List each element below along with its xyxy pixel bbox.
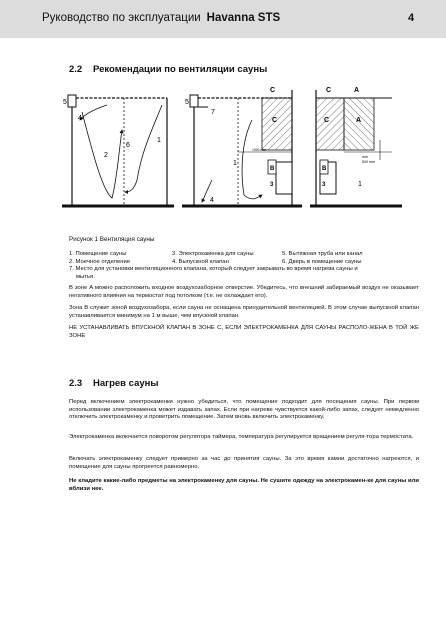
heater (276, 162, 292, 194)
paragraph-warning: Не кладите какие-либо предметы на электрокаменку для сауны. Не сушите одежду на электрокамен-ке для сауны или вблизи нее. (69, 478, 419, 492)
label-5: 5 (63, 99, 67, 106)
legend-item: 2. Моечное отделение (69, 258, 131, 265)
legend-item: 4. Выпускной клапан (172, 258, 229, 265)
label-c-zone: C (324, 117, 330, 124)
label-3: 3 (322, 182, 326, 188)
legend-item: 1. Помещение сауны (69, 251, 127, 257)
section-number: 2.2 (69, 64, 83, 75)
model-name: Havanna STS (206, 12, 281, 24)
label-1: 1 (157, 137, 161, 144)
dimension-1000: 1000 mm (252, 148, 267, 152)
exhaust-duct-box (68, 95, 76, 107)
zone-a (344, 98, 374, 150)
label-1: 1 (358, 181, 362, 188)
figure-legend (69, 251, 419, 281)
label-b: B (270, 166, 275, 172)
document-title (42, 12, 280, 24)
label-4: 4 (210, 197, 214, 204)
label-7: 7 (211, 109, 215, 116)
label-3: 3 (270, 182, 274, 188)
airflow-line-1 (82, 112, 122, 198)
paragraph-zone-b: Зона B служит зоной воздухозабора, если сауна не оснащена принудительной вентиляцией. В этом случае выпускной клапан устанавливается минимум на 1 м выше, чем впускной клапан. (69, 305, 419, 319)
label-a: A (354, 87, 360, 94)
panel-2 (182, 87, 302, 206)
legend-row (69, 274, 419, 282)
label-c: C (326, 87, 332, 94)
zone-c (316, 98, 344, 150)
page-number: 4 (408, 12, 415, 24)
label-5: 5 (185, 99, 189, 106)
airflow-line-3 (80, 105, 107, 120)
section-number: 2.3 (69, 378, 83, 389)
paragraph-zone-a: В зоне A можно расположить входное воздухозаборное отверстие. Убедитесь, что внешний забираемый воздух не оказывает негативного влияния на термостат под потолком (т.е. не охлаждает его). (69, 285, 419, 299)
zone-c (262, 98, 292, 150)
legend-row (69, 266, 419, 274)
section-title: Нагрев сауны (93, 378, 159, 389)
legend-item: мытья. (76, 273, 95, 280)
legend-item: 5. Вытяжная труба или канал (282, 251, 363, 257)
ventilation-diagram (62, 80, 402, 224)
label-a-zone: A (356, 117, 362, 124)
figure-caption: Рисунок 1 Вентиляция сауны (69, 236, 155, 243)
legend-row (69, 251, 419, 259)
label-c: C (270, 87, 276, 94)
section-title: Рекомендации по вентиляции сауны (93, 64, 268, 75)
section-2-2-heading (69, 64, 267, 75)
paragraph-heating-3: Включать электрокаменку следует примерно за час до принятия сауны. За это время камни достаточно нагреются, и помещение для сауны прогреется равномерно. (69, 456, 419, 470)
exhaust-duct-box (190, 95, 198, 107)
label-b: B (322, 166, 327, 172)
panel-3 (310, 87, 402, 206)
paragraph-heating-1: Перед включением электрокаменки нужно убедиться, что помещение подходит для посещения сауны. При первом использовании электрокаменка может издавать запах. Если при нагреве чувствуется какой-либо запах, следует немедленно отключить электрокаменку и проветрить помещение. Затем вновь включить электрокаменку. (69, 399, 419, 421)
label-c-zone: C (272, 117, 278, 124)
dimension-min: min (362, 155, 368, 159)
legend-item: 7. Место для установки вентиляционного клапана, который следует закрывать во время нагрева сауны и (69, 266, 358, 273)
airflow-line-2 (125, 105, 162, 192)
paragraph-heating-2: Электрокаменка включается поворотом регулятора таймера, температура регулируется вращением регуля-тора термостата. (69, 434, 414, 440)
page-header (0, 0, 446, 38)
label-6: 6 (126, 142, 130, 149)
airflow-line (242, 120, 262, 199)
legend-item: 6. Дверь в помещение сауны (282, 258, 362, 265)
manual-title: Руководство по эксплуатации (42, 12, 201, 24)
label-2: 2 (104, 152, 108, 159)
legend-item: 3. Электрокаменка для сауны (172, 251, 254, 257)
label-1: 1 (233, 160, 237, 167)
dimension-500: 500 mm (362, 160, 375, 164)
label-4: 4 (78, 115, 82, 122)
paragraph-warning-zone-c: НЕ УСТАНАВЛИВАТЬ ВПУСКНОЙ КЛАПАН В ЗОНЕ С, ЕСЛИ ЭЛЕКТРОКАМЕНКА ДЛЯ САУНЫ РАСПОЛО-ЖЕНА В ТОЙ ЖЕ ЗОНЕ (69, 325, 419, 339)
section-2-3-heading (69, 378, 158, 389)
panel-1 (62, 95, 174, 206)
